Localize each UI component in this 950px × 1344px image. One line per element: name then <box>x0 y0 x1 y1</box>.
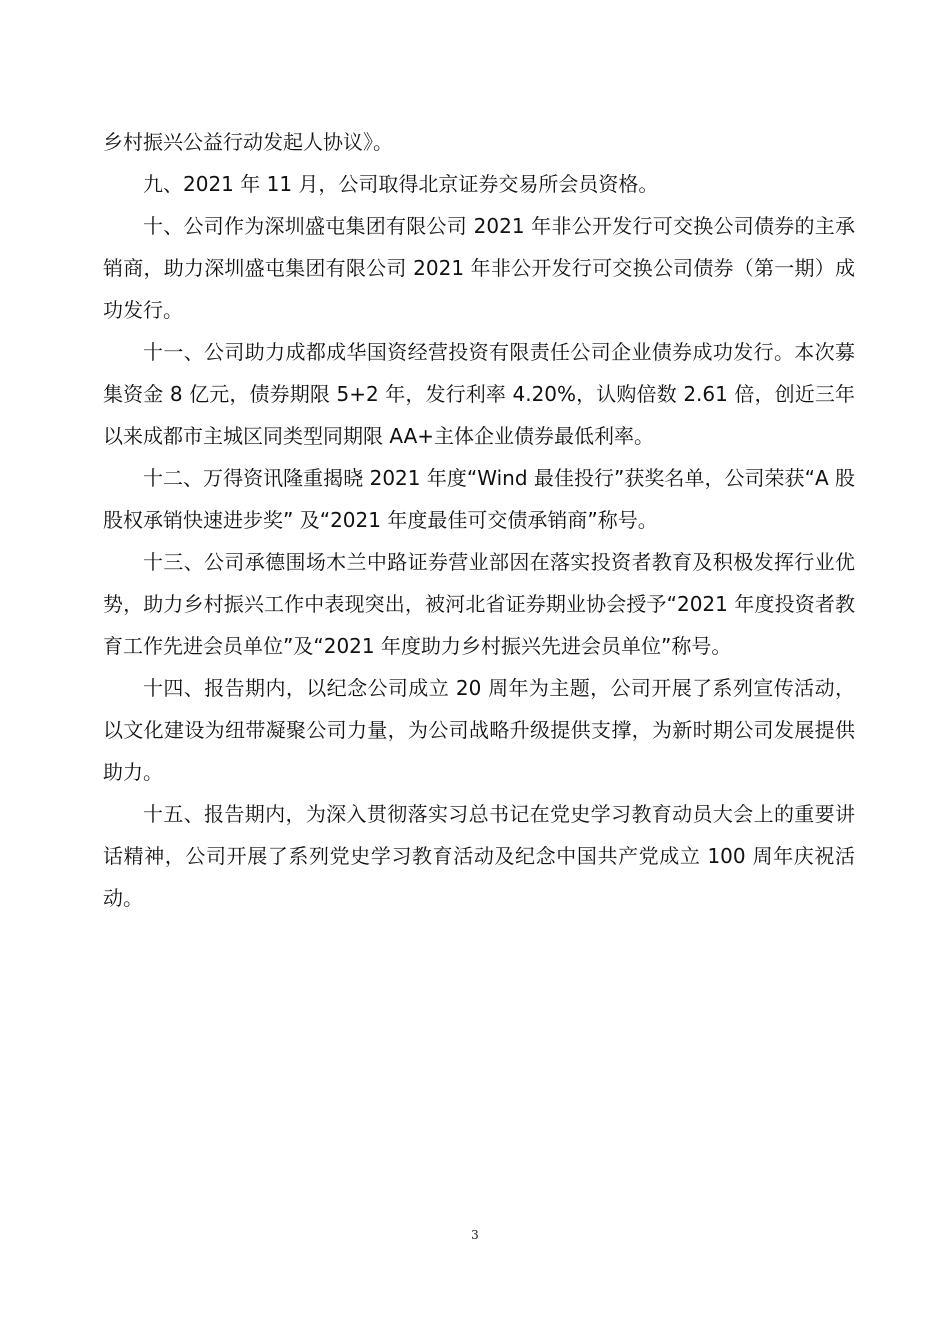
paragraph-item-10: 十、公司作为深圳盛屯集团有限公司 2021 年非公开发行可交换公司债券的主承销商，助力深圳盛屯集团有限公司 2021 年非公开发行可交换公司债券（第一期）成功发行。 <box>103 214 855 322</box>
paragraph-item-11: 十一、公司助力成都成华国资经营投资有限责任公司企业债券成功发行。本次募集资金 8 亿元，债券期限 5+2 年，发行利率 4.20%，认购倍数 2.61 倍，创近三年以来成都市主城区同类型同期限 AA+主体企业债券最低利率。 <box>103 340 855 448</box>
paragraph-item-9: 九、2021 年 11 月，公司取得北京证券交易所会员资格。 <box>143 172 659 196</box>
page-number: 3 <box>471 1228 479 1242</box>
paragraph-item-12: 十二、万得资讯隆重揭晓 2021 年度“Wind 最佳投行”获奖名单，公司荣获“A 股股权承销快速进步奖” 及“2021 年度最佳可交债承销商”称号。 <box>103 466 855 532</box>
paragraph-item-15: 十五、报告期内，为深入贯彻落实习总书记在党史学习教育动员大会上的重要讲话精神，公司开展了系列党史学习教育活动及纪念中国共产党成立 100 周年庆祝活动。 <box>103 802 855 910</box>
paragraph-item-13: 十三、公司承德围场木兰中路证券营业部因在落实投资者教育及积极发挥行业优势，助力乡村振兴工作中表现突出，被河北省证券期业协会授予“2021 年度投资者教育工作先进会员单位”及“2021 年度助力乡村振兴先进会员单位”称号。 <box>103 550 855 658</box>
paragraph-continuation: 乡村振兴公益行动发起人协议》。 <box>103 130 393 154</box>
paragraph-item-14: 十四、报告期内，以纪念公司成立 20 周年为主题，公司开展了系列宣传活动，以文化建设为纽带凝聚公司力量，为公司战略升级提供支撑，为新时期公司发展提供助力。 <box>103 676 855 784</box>
document-body <box>103 121 855 919</box>
